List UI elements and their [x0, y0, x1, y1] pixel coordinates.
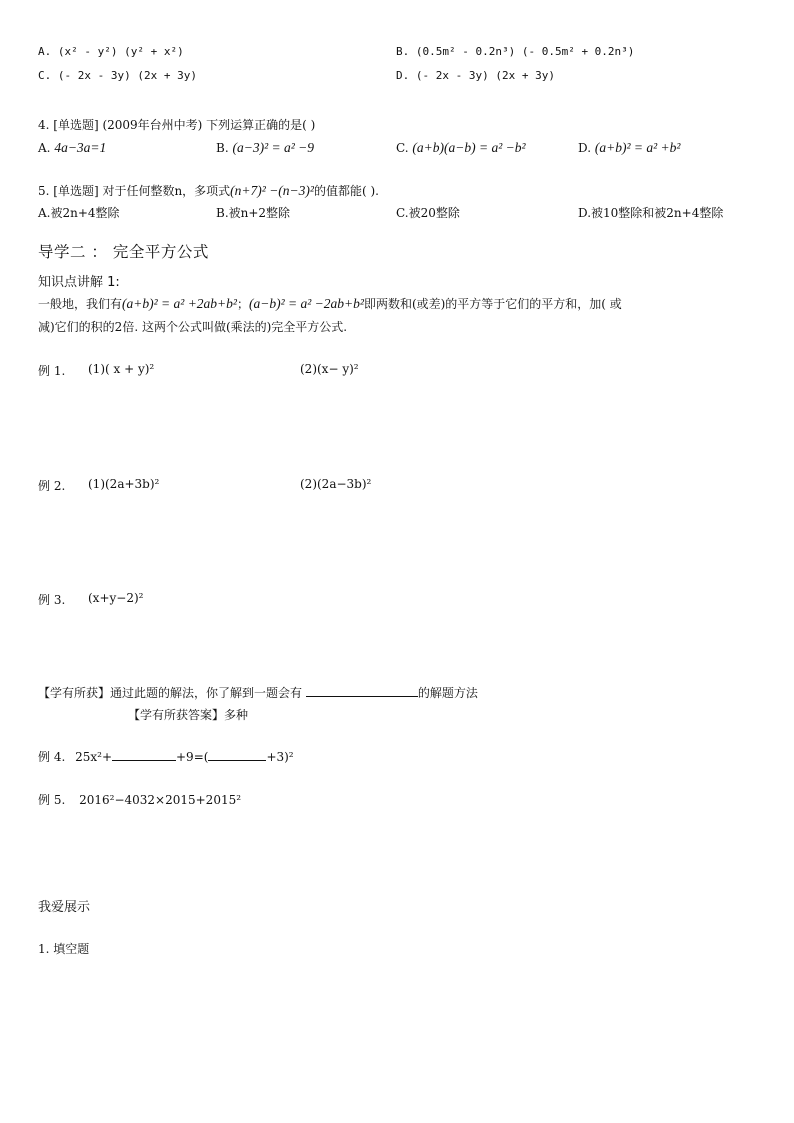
q5-option-c: C.被20整除 — [396, 206, 460, 220]
example-5-label: 例 5. — [38, 793, 66, 807]
example-4-tail: +3)² — [266, 750, 294, 764]
q4-option-d-math: (a+b)² = a² +b² — [594, 140, 681, 155]
q4-stem-text: [单选题] (2009年台州中考) 下列运算正确的是( ) — [53, 118, 316, 132]
q4-option-b — [216, 140, 314, 156]
q3-option-b — [396, 45, 634, 58]
q5-stem-before: 5. [单选题] 对于任何整数n，多项式 — [38, 184, 231, 198]
example-3-label: 例 3. — [38, 593, 66, 607]
q4-option-c — [396, 140, 526, 156]
q5-option-d: D.被10整除和被2n+4整除 — [578, 206, 724, 220]
learning-gain-prefix: 【学有所获】通过此题的解法，你了解到一题会有 — [38, 686, 303, 700]
example-2-part2: (2)(2a−3b)² — [300, 477, 372, 491]
formula-paragraph-line1 — [38, 294, 758, 315]
q4-stem — [38, 116, 315, 133]
para-semicolon: ； — [236, 297, 249, 311]
section-title: 导学二 ： 完全平方公式 — [38, 243, 209, 261]
para-start: 一般地，我们有 — [38, 297, 123, 311]
showcase-title: 我爱展示 — [38, 900, 91, 915]
q4-option-c-label: C. — [396, 141, 409, 155]
q3-option-a-label: A. — [38, 45, 52, 58]
q3-option-d — [396, 69, 555, 82]
q5-stem-math: (n+7)² −(n−3)² — [230, 183, 314, 198]
example-4 — [38, 748, 294, 765]
learning-gain-answer: 【学有所获答案】多种 — [128, 708, 249, 722]
example-4-blank-2 — [208, 748, 266, 761]
learning-gain-blank — [306, 684, 418, 697]
example-4-mid: +9=( — [176, 750, 209, 764]
formula-diff-square: (a−b)² = a² −2ab+b² — [248, 296, 364, 311]
para-rest: 即两数和(或差)的平方等于它们的平方和，加( 或 — [363, 297, 622, 311]
example-4-label: 例 4. — [38, 750, 66, 764]
q4-option-a-label: A. — [38, 141, 51, 155]
q3-option-a-text: (x² - y²) (y² + x²) — [57, 45, 184, 58]
q3-option-d-label: D. — [396, 69, 410, 82]
q3-option-c-text: (- 2x - 3y) (2x + 3y) — [57, 69, 197, 82]
q4-option-a-math: 4a−3a=1 — [54, 140, 107, 155]
q3-option-b-text: (0.5m² - 0.2n³) (- 0.5m² + 0.2n³) — [415, 45, 635, 58]
example-5-expr: 2016²−4032×2015+2015² — [79, 793, 242, 807]
q3-option-c-label: C. — [38, 69, 52, 82]
example-4-lead: 25x²+ — [75, 750, 112, 764]
q3-option-b-label: B. — [396, 45, 410, 58]
example-2-label: 例 2. — [38, 479, 66, 493]
knowledge-point-heading: 知识点讲解 1: — [38, 275, 120, 290]
q5-option-a: A.被2n+4整除 — [38, 206, 120, 220]
learning-gain-suffix: 的解题方法 — [417, 686, 478, 700]
q4-option-b-label: B. — [216, 141, 229, 155]
formula-paragraph-line2: 减)它们的积的2倍. 这两个公式叫做(乘法的)完全平方公式. — [38, 320, 348, 334]
learning-gain-line — [38, 684, 478, 701]
showcase-item-1: 1. 填空题 — [38, 942, 90, 956]
q4-option-a — [38, 140, 106, 156]
example-1-part1: (1)( x + y)² — [88, 362, 155, 376]
example-2-part1: (1)(2a+3b)² — [88, 477, 160, 491]
example-4-blank-1 — [112, 748, 176, 761]
q3-option-d-text: (- 2x - 3y) (2x + 3y) — [415, 69, 555, 82]
example-3-expr: (x+y−2)² — [88, 591, 144, 605]
formula-sum-square: (a+b)² = a² +2ab+b² — [122, 296, 237, 311]
example-1-label: 例 1. — [38, 364, 66, 378]
q4-number: 4. — [38, 118, 50, 132]
q5-option-b: B.被n+2整除 — [216, 206, 291, 220]
q4-option-c-math: (a+b)(a−b) = a² −b² — [412, 140, 526, 155]
q5-stem — [38, 182, 379, 199]
q4-option-b-math: (a−3)² = a² −9 — [232, 140, 315, 155]
q3-option-c — [38, 69, 197, 82]
q5-stem-after: 的值都能( ). — [313, 184, 379, 198]
example-1-part2: (2)(x− y)² — [300, 362, 359, 376]
example-5 — [38, 791, 241, 808]
q4-option-d-label: D. — [578, 141, 592, 155]
q4-option-d — [578, 140, 680, 156]
q3-option-a — [38, 45, 184, 58]
